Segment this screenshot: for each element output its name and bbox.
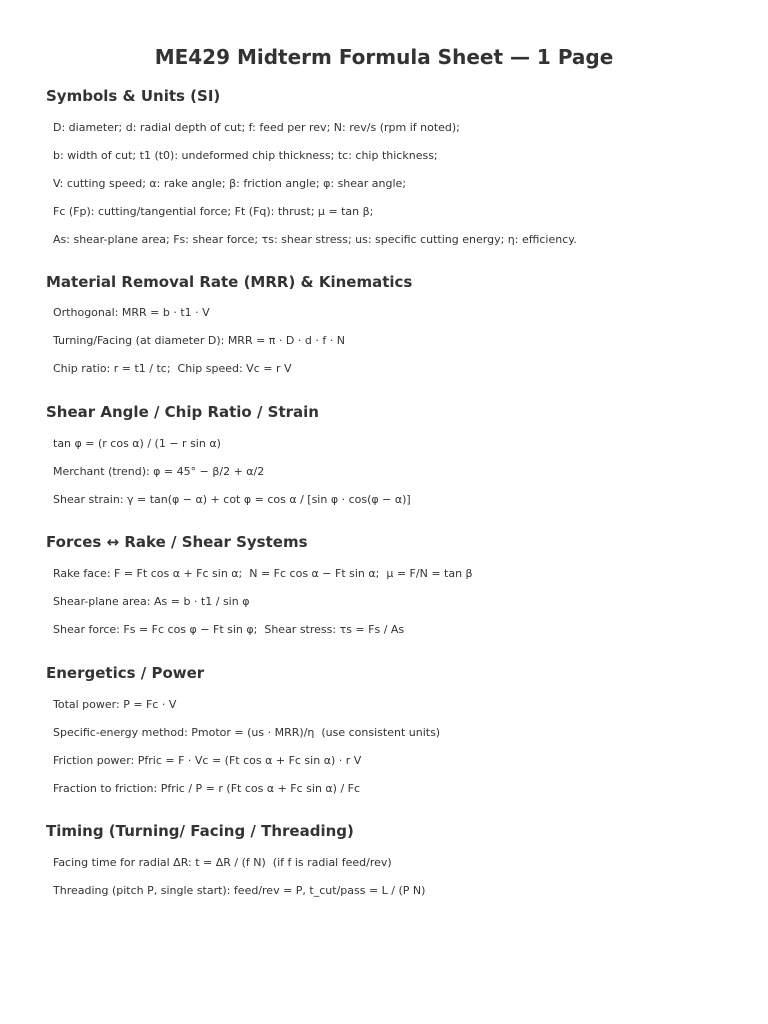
formula-line: Shear force: Fs = Fc cos φ − Ft sin φ; Shear stress: τs = Fs / As bbox=[53, 623, 405, 636]
formula-line: Facing time for radial ΔR: t = ΔR / (f N) (if f is radial feed/rev) bbox=[53, 856, 392, 869]
formula-line: Specific-energy method: Pmotor = (us · MRR)/η (use consistent units) bbox=[53, 726, 441, 739]
formula-line: Turning/Facing (at diameter D): MRR = π · D · d · f · N bbox=[53, 334, 345, 347]
section-heading: Energetics / Power bbox=[46, 664, 205, 682]
formula-line: Friction power: Pfric = F · Vc = (Ft cos α + Fc sin α) · r V bbox=[53, 754, 362, 767]
formula-line: Fc (Fp): cutting/tangential force; Ft (Fq): thrust; μ = tan β; bbox=[53, 205, 374, 218]
formula-line: tan φ = (r cos α) / (1 − r sin α) bbox=[53, 437, 221, 450]
formula-line: As: shear-plane area; Fs: shear force; τs: shear stress; us: specific cutting energy; η: efficiency. bbox=[53, 233, 577, 246]
section-heading: Shear Angle / Chip Ratio / Strain bbox=[46, 403, 319, 421]
section-shear-angle bbox=[46, 402, 746, 422]
formula-line: Total power: P = Fc · V bbox=[53, 698, 177, 711]
formula-line: Rake face: F = Ft cos α + Fc sin α; N = Fc cos α − Ft sin α; μ = F/N = tan β bbox=[53, 567, 473, 580]
formula-line: Orthogonal: MRR = b · t1 · V bbox=[53, 306, 210, 319]
formula-line: D: diameter; d: radial depth of cut; f: feed per rev; N: rev/s (rpm if noted); bbox=[53, 121, 460, 134]
section-heading: Timing (Turning/ Facing / Threading) bbox=[46, 822, 354, 840]
section-symbols-units bbox=[46, 86, 746, 106]
formula-line: Threading (pitch P, single start): feed/rev = P, t_cut/pass = L / (P N) bbox=[53, 884, 426, 897]
page-title: ME429 Midterm Formula Sheet — 1 Page bbox=[154, 45, 614, 69]
formula-line: Shear-plane area: As = b · t1 / sin φ bbox=[53, 595, 250, 608]
formula-line: Fraction to friction: Pfric / P = r (Ft cos α + Fc sin α) / Fc bbox=[53, 782, 361, 795]
formula-line: Shear strain: γ = tan(φ − α) + cot φ = cos α / [sin φ · cos(φ − α)] bbox=[53, 493, 411, 506]
formula-line: b: width of cut; t1 (t0): undeformed chip thickness; tc: chip thickness; bbox=[53, 149, 438, 162]
section-forces bbox=[46, 532, 746, 552]
section-mrr-kinematics bbox=[46, 272, 746, 292]
section-timing bbox=[46, 821, 746, 841]
formula-line: V: cutting speed; α: rake angle; β: friction angle; φ: shear angle; bbox=[53, 177, 407, 190]
section-heading: Symbols & Units (SI) bbox=[46, 87, 221, 105]
section-heading: Material Removal Rate (MRR) & Kinematics bbox=[46, 273, 413, 291]
section-energetics bbox=[46, 663, 746, 683]
section-heading: Forces ↔ Rake / Shear Systems bbox=[46, 533, 308, 551]
formula-line: Chip ratio: r = t1 / tc; Chip speed: Vc = r V bbox=[53, 362, 292, 375]
formula-line: Merchant (trend): φ = 45° − β/2 + α/2 bbox=[53, 465, 265, 478]
